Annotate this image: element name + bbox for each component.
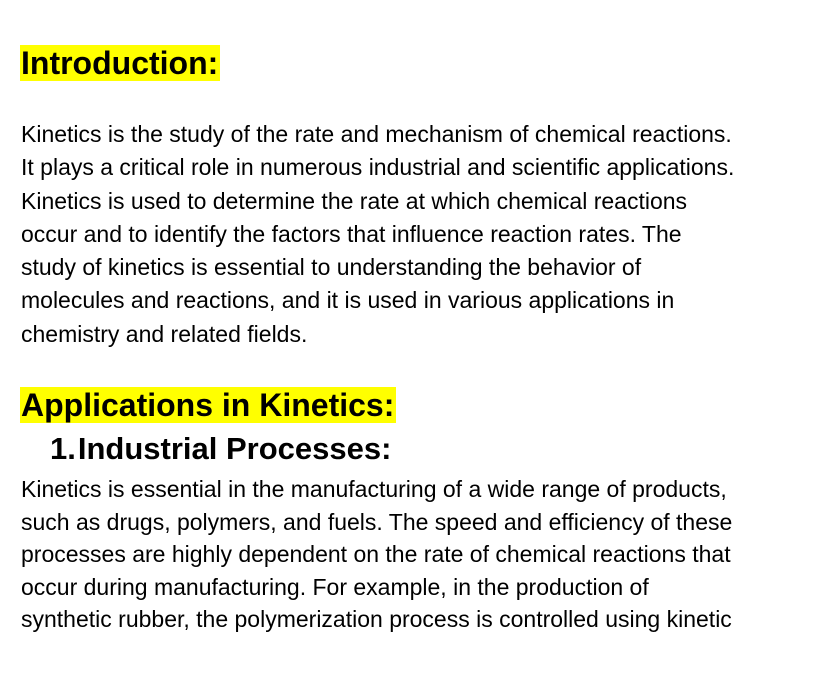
applications-heading xyxy=(20,386,396,424)
paragraph-line: synthetic rubber, the polymerization process is controlled using kinetic xyxy=(21,606,732,632)
industrial-processes-heading-text: Industrial Processes: xyxy=(77,431,392,466)
paragraph-line: study of kinetics is essential to understanding the behavior of xyxy=(21,254,642,281)
introduction-paragraph xyxy=(21,118,734,351)
paragraph-line: Kinetics is used to determine the rate at which chemical reactions xyxy=(21,187,688,214)
paragraph-line: Kinetics is the study of the rate and mechanism of chemical reactions. xyxy=(21,121,732,147)
paragraph-line: processes are highly dependent on the rate of chemical reactions that xyxy=(21,541,731,567)
introduction-heading xyxy=(20,44,220,82)
applications-heading-text: Applications in Kinetics: xyxy=(21,387,395,423)
industrial-processes-heading xyxy=(50,430,391,468)
paragraph-line: such as drugs, polymers, and fuels. The speed and efficiency of these xyxy=(21,508,733,535)
introduction-heading-text: Introduction: xyxy=(21,45,219,81)
paragraph-line: chemistry and related fields. xyxy=(21,320,308,347)
paragraph-line: It plays a critical role in numerous industrial and scientific applications. xyxy=(21,154,735,181)
paragraph-line: Kinetics is essential in the manufacturing of a wide range of products, xyxy=(21,476,727,502)
industrial-processes-paragraph xyxy=(21,473,732,636)
paragraph-line: molecules and reactions, and it is used in various applications in xyxy=(21,287,675,314)
paragraph-line: occur during manufacturing. For example, in the production of xyxy=(21,573,649,600)
list-number: 1. xyxy=(50,431,76,466)
paragraph-line: occur and to identify the factors that influence reaction rates. The xyxy=(21,220,682,247)
